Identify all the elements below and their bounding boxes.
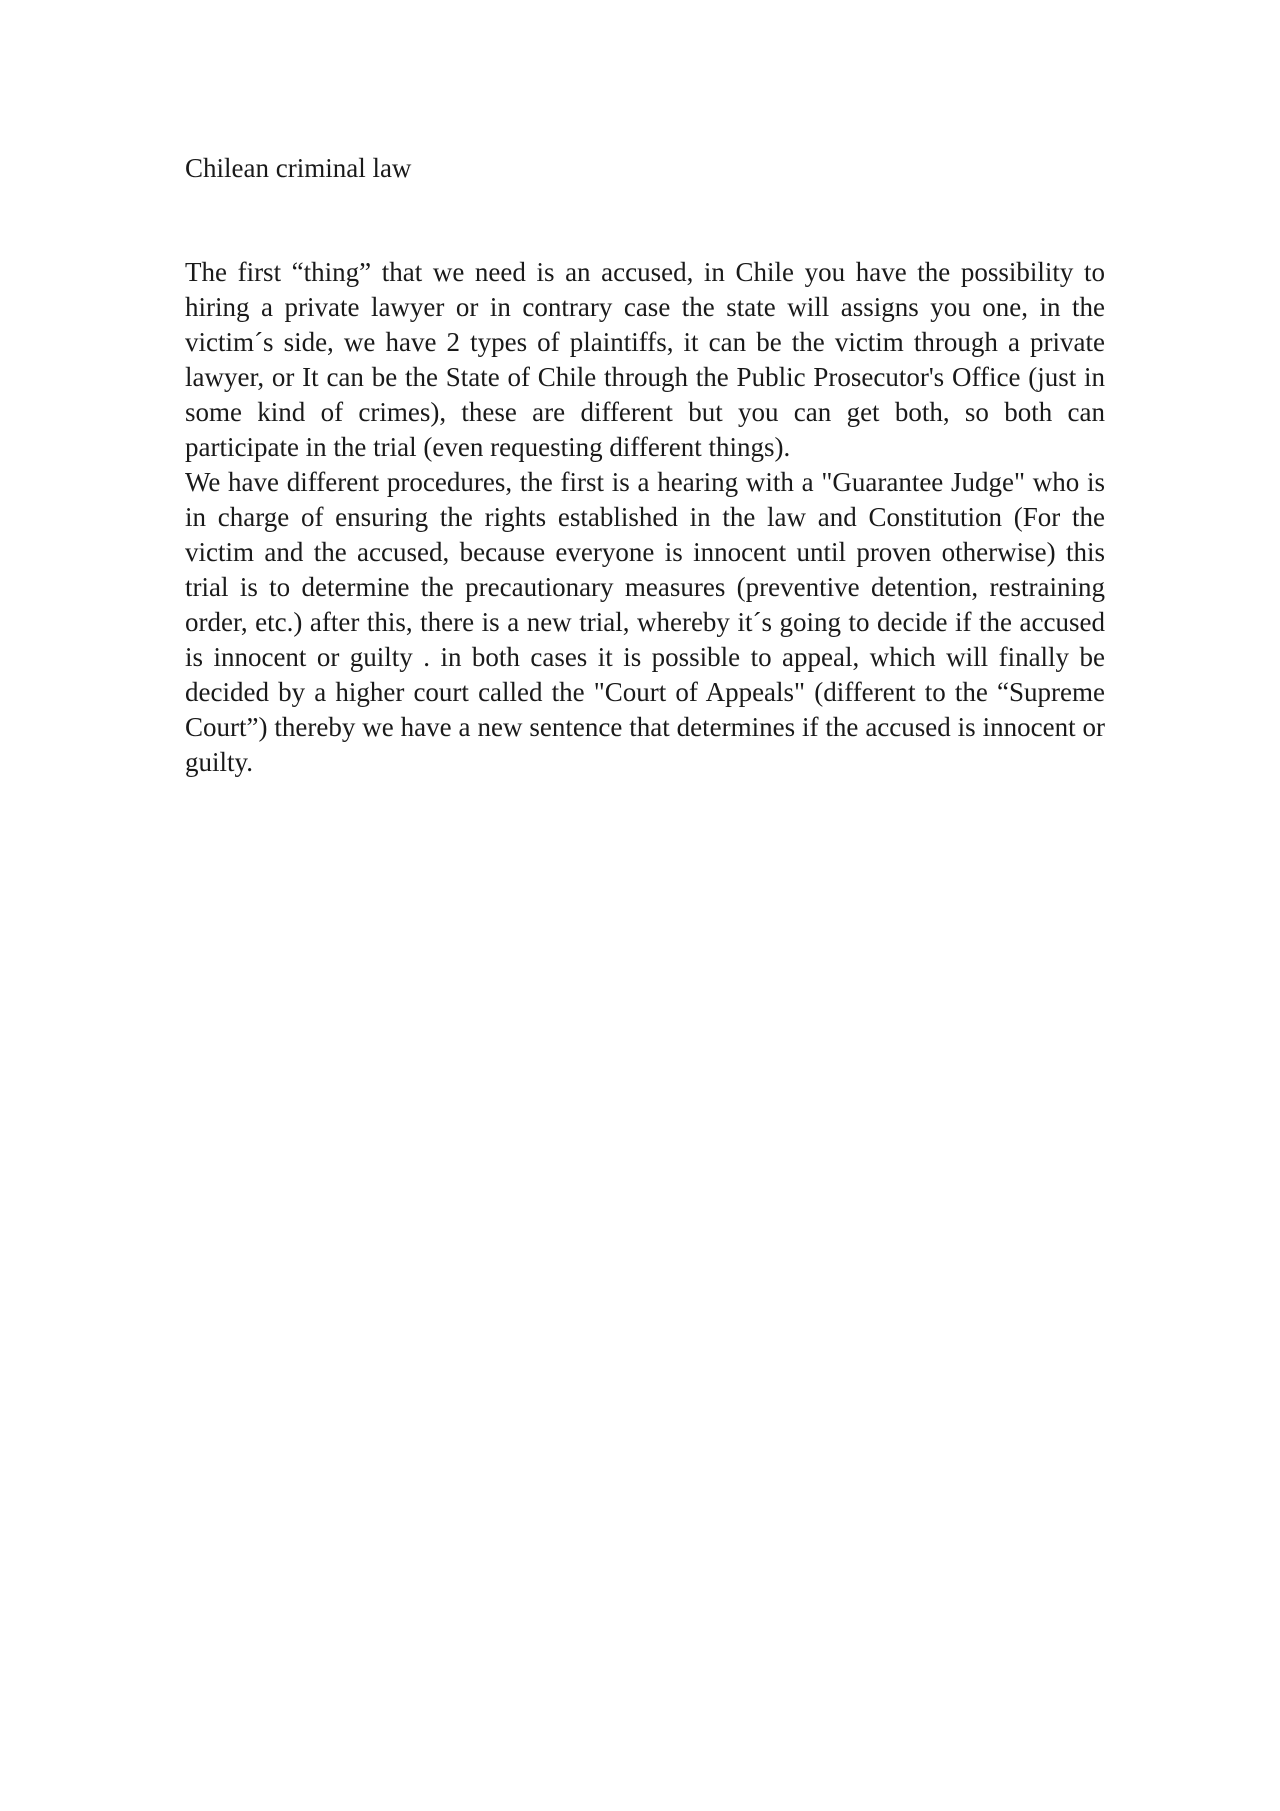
document-title: Chilean criminal law [185, 153, 412, 183]
document-content [185, 151, 1105, 780]
body-paragraph-1: The first “thing” that we need is an accused, in Chile you have the possibility to hiring a private lawyer or in contrary case the state will assigns you one, in the victim´s side, we have 2 types of plaintiffs, it can be the victim through a private lawyer, or It can be the State of Chile through the Public Prosecutor's Office (just in some kind of crimes), these are different but you can get both, so both can participate in the trial (even requesting different things). [185, 257, 1105, 462]
body-paragraph-2: We have different procedures, the first is a hearing with a "Guarantee Judge" who is in charge of ensuring the rights established in the law and Constitution (For the victim and the accused, because everyone is innocent until proven otherwise) this trial is to determine the precautionary measures (preventive detention, restraining order, etc.) after this, there is a new trial, whereby it´s going to decide if the accused is innocent or guilty . in both cases it is possible to appeal, which will finally be decided by a higher court called the "Court of Appeals" (different to the “Supreme Court”) thereby we have a new sentence that determines if the accused is innocent or guilty. [185, 467, 1105, 777]
document-body [185, 255, 1105, 780]
